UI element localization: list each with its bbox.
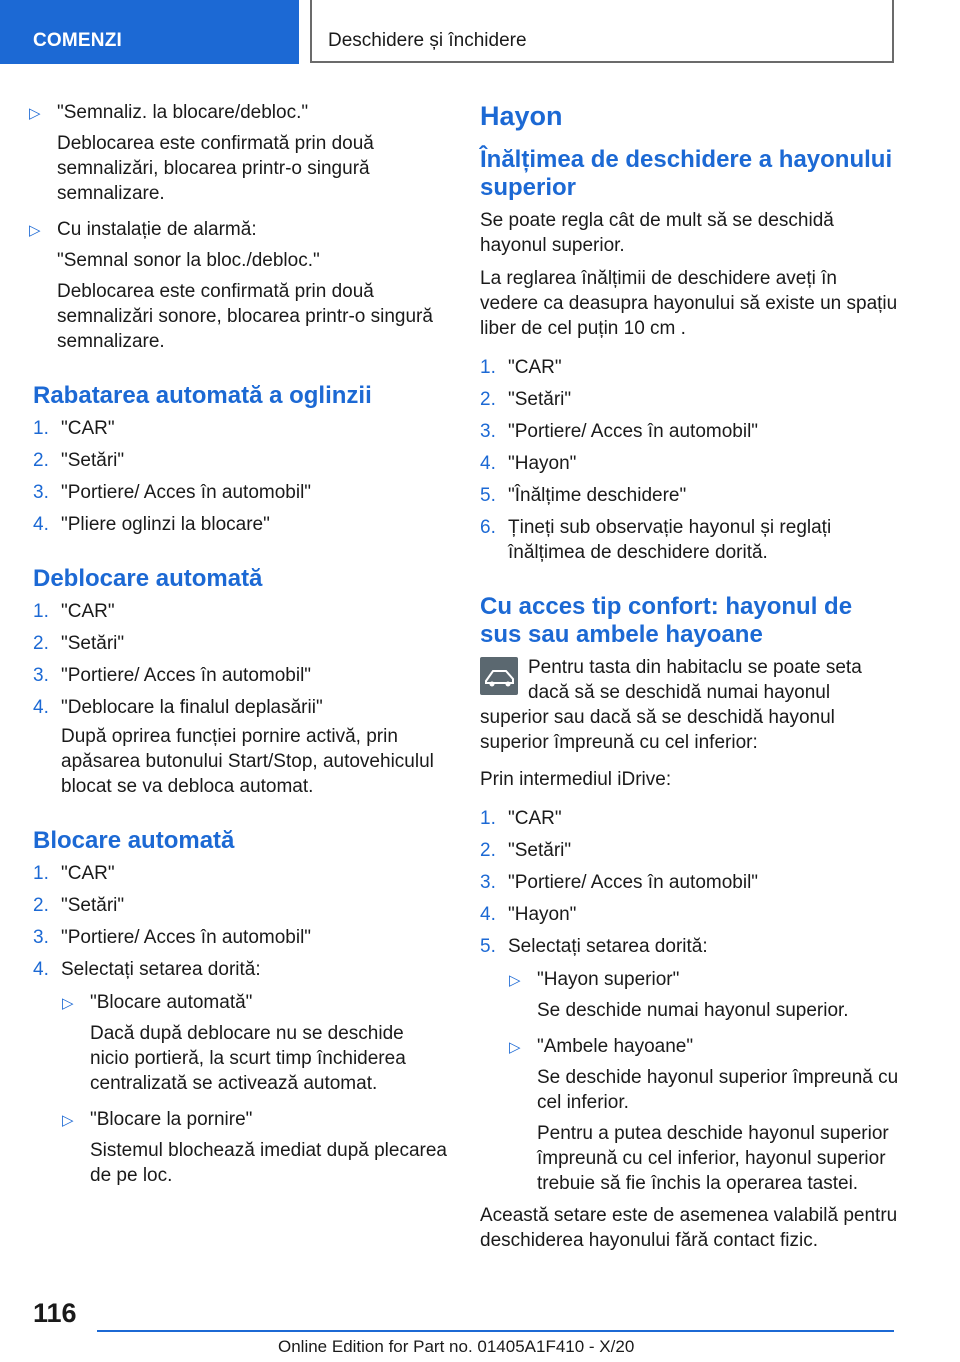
heading-mirror: Rabatarea automată a oglinzii bbox=[33, 382, 372, 409]
bullet-title: "Semnaliz. la blocare/debloc." bbox=[57, 102, 309, 123]
tailgate-icon bbox=[480, 657, 518, 695]
list-item: 3. "Portiere/ Acces în automobil" bbox=[33, 665, 312, 686]
footer-divider bbox=[97, 1330, 894, 1332]
list-item: 4. Selectați setarea dorită: ▷ "Blocare automată" Dacă după deblocare nu se deschide nicio portieră, la scurt timp închiderea centralizată se activează automat. ▷ "Blocare la pornire" Sistemul blochează imediat după plecarea de pe loc. bbox=[33, 959, 447, 1186]
bullet-line: "Semnal sonor la bloc./debloc." bbox=[57, 250, 320, 271]
option-lock-start: ▷ "Blocare la pornire" Sistemul blochează imediat după plecarea de pe loc. bbox=[62, 1109, 447, 1186]
comfort-steps bbox=[480, 806, 900, 1196]
list-item: 1. "CAR" bbox=[33, 601, 115, 622]
list-item: 3. "Portiere/ Acces în automobil" bbox=[480, 421, 759, 442]
bullet-triangle-icon: ▷ bbox=[29, 105, 41, 122]
list-item: 2. "Setări" bbox=[480, 389, 572, 410]
unlock-note: După oprirea funcției pornire activă, prin apăsarea butonului Start/Stop, autovehiculul blocat se va debloca automat. bbox=[61, 726, 434, 797]
option-both: ▷ "Ambele hayoane" Se deschide hayonul superior împreună cu cel inferior. Pentru a putea deschide hayonul superior împreună cu cel inferior, hayonul superior trebuie să fie închis la operarea tastei. bbox=[509, 1036, 899, 1194]
edition-text: Online Edition for Part no. 01405A1F410 - X/20 bbox=[278, 1337, 635, 1356]
list-item: 3. "Portiere/ Acces în automobil" bbox=[33, 927, 312, 948]
list-item: 3. "Portiere/ Acces în automobil" bbox=[33, 482, 312, 503]
bullet-title: Cu instalație de alarmă: bbox=[57, 219, 257, 240]
list-item: 4. "Hayon" bbox=[480, 453, 577, 474]
chapter-tab bbox=[310, 0, 894, 63]
section-heading-hayon: Hayon bbox=[480, 101, 563, 131]
via-idrive: Prin intermediul iDrive: bbox=[480, 769, 672, 790]
height-steps bbox=[480, 355, 900, 565]
mirror-steps bbox=[33, 416, 448, 537]
section-title: COMENZI bbox=[33, 30, 123, 51]
right-column bbox=[480, 100, 900, 1261]
bullet-triangle-icon: ▷ bbox=[62, 1112, 74, 1129]
heading-comfort: Cu acces tip confort: hayonul de sus sau ambele hayoane bbox=[480, 593, 853, 648]
bullet-signal bbox=[0, 100, 448, 206]
bullet-triangle-icon: ▷ bbox=[29, 222, 41, 239]
list-item: 1. "CAR" bbox=[480, 357, 562, 378]
left-column bbox=[29, 100, 448, 1199]
unlock-steps bbox=[33, 599, 448, 799]
list-item: 4. "Pliere oglinzi la blocare" bbox=[33, 514, 270, 535]
heading-height: Înălțimea de deschidere a hayonului superior bbox=[480, 146, 893, 201]
final-note: Această setare este de asemenea valabilă pentru deschiderea hayonului fără contact fizic. bbox=[480, 1205, 898, 1251]
list-item: 5. "Înălțime deschidere" bbox=[480, 485, 687, 506]
bullet-triangle-icon: ▷ bbox=[62, 995, 74, 1012]
bullet-triangle-icon: ▷ bbox=[509, 972, 521, 989]
bullet-desc: Deblocarea este confirmată prin două semnalizări sonore, blocarea printr-o singură semnalizare. bbox=[57, 281, 433, 352]
bullet-alarm bbox=[0, 217, 448, 354]
page-header bbox=[0, 0, 960, 66]
list-item: 4. "Deblocare la finalul deplasării" După oprirea funcției pornire activă, prin apăsarea butonului Start/Stop, autovehiculul blocat se va debloca automat. bbox=[33, 695, 448, 799]
list-item: 1. "CAR" bbox=[33, 418, 115, 439]
option-auto-lock: ▷ "Blocare automată" Dacă după deblocare nu se deschide nicio portieră, la scurt timp închiderea centralizată se activează automat. bbox=[62, 992, 406, 1094]
section-tab bbox=[0, 0, 299, 64]
heading-unlock: Deblocare automată bbox=[33, 565, 263, 592]
list-item: 6. Țineți sub observație hayonul și reglați înălțimea de deschidere dorită. bbox=[480, 517, 832, 563]
chapter-title: Deschidere și închidere bbox=[328, 30, 527, 51]
list-item: 3. "Portiere/ Acces în automobil" bbox=[480, 872, 759, 893]
heading-lock: Blocare automată bbox=[33, 827, 235, 854]
height-p2: La reglarea înălțimii de deschidere aveți în vedere ca deasupra hayonului să existe un spațiu liber de cel puțin 10 cm . bbox=[480, 268, 898, 339]
list-item: 1. "CAR" bbox=[33, 863, 115, 884]
list-item: 1. "CAR" bbox=[480, 808, 562, 829]
list-item: 4. "Hayon" bbox=[480, 904, 577, 925]
lock-steps bbox=[33, 861, 448, 1188]
height-p1: Se poate regla cât de mult să se deschidă hayonul superior. bbox=[480, 210, 834, 256]
comfort-icon-paragraph: Pentru tasta din habitaclu se poate seta dacă să se deschidă numai hayonul superior sau dacă să se deschidă hayonul superior împreună cu cel inferior: bbox=[480, 657, 862, 753]
list-item: 5. Selectați setarea dorită: ▷ "Hayon superior" Se deschide numai hayonul superior. ▷ "Ambele hayoane" Se deschide hayonul superior împreună cu cel inferior. Pentru a putea deschide hayonul superior împreună cu cel inferior, hayonul superior trebuie să fie închis la operarea tastei. bbox=[480, 936, 899, 1194]
option-upper: ▷ "Hayon superior" Se deschide numai hayonul superior. bbox=[509, 969, 849, 1021]
bullet-triangle-icon: ▷ bbox=[509, 1039, 521, 1056]
bullet-desc: Deblocarea este confirmată prin două semnalizări, blocarea printr-o singură semnalizare. bbox=[57, 133, 374, 204]
list-item: 2. "Setări" bbox=[480, 840, 572, 861]
page-number: 116 bbox=[33, 1298, 77, 1328]
list-item: 2. "Setări" bbox=[33, 633, 125, 654]
list-item: 2. "Setări" bbox=[33, 450, 125, 471]
list-item: 2. "Setări" bbox=[33, 895, 125, 916]
